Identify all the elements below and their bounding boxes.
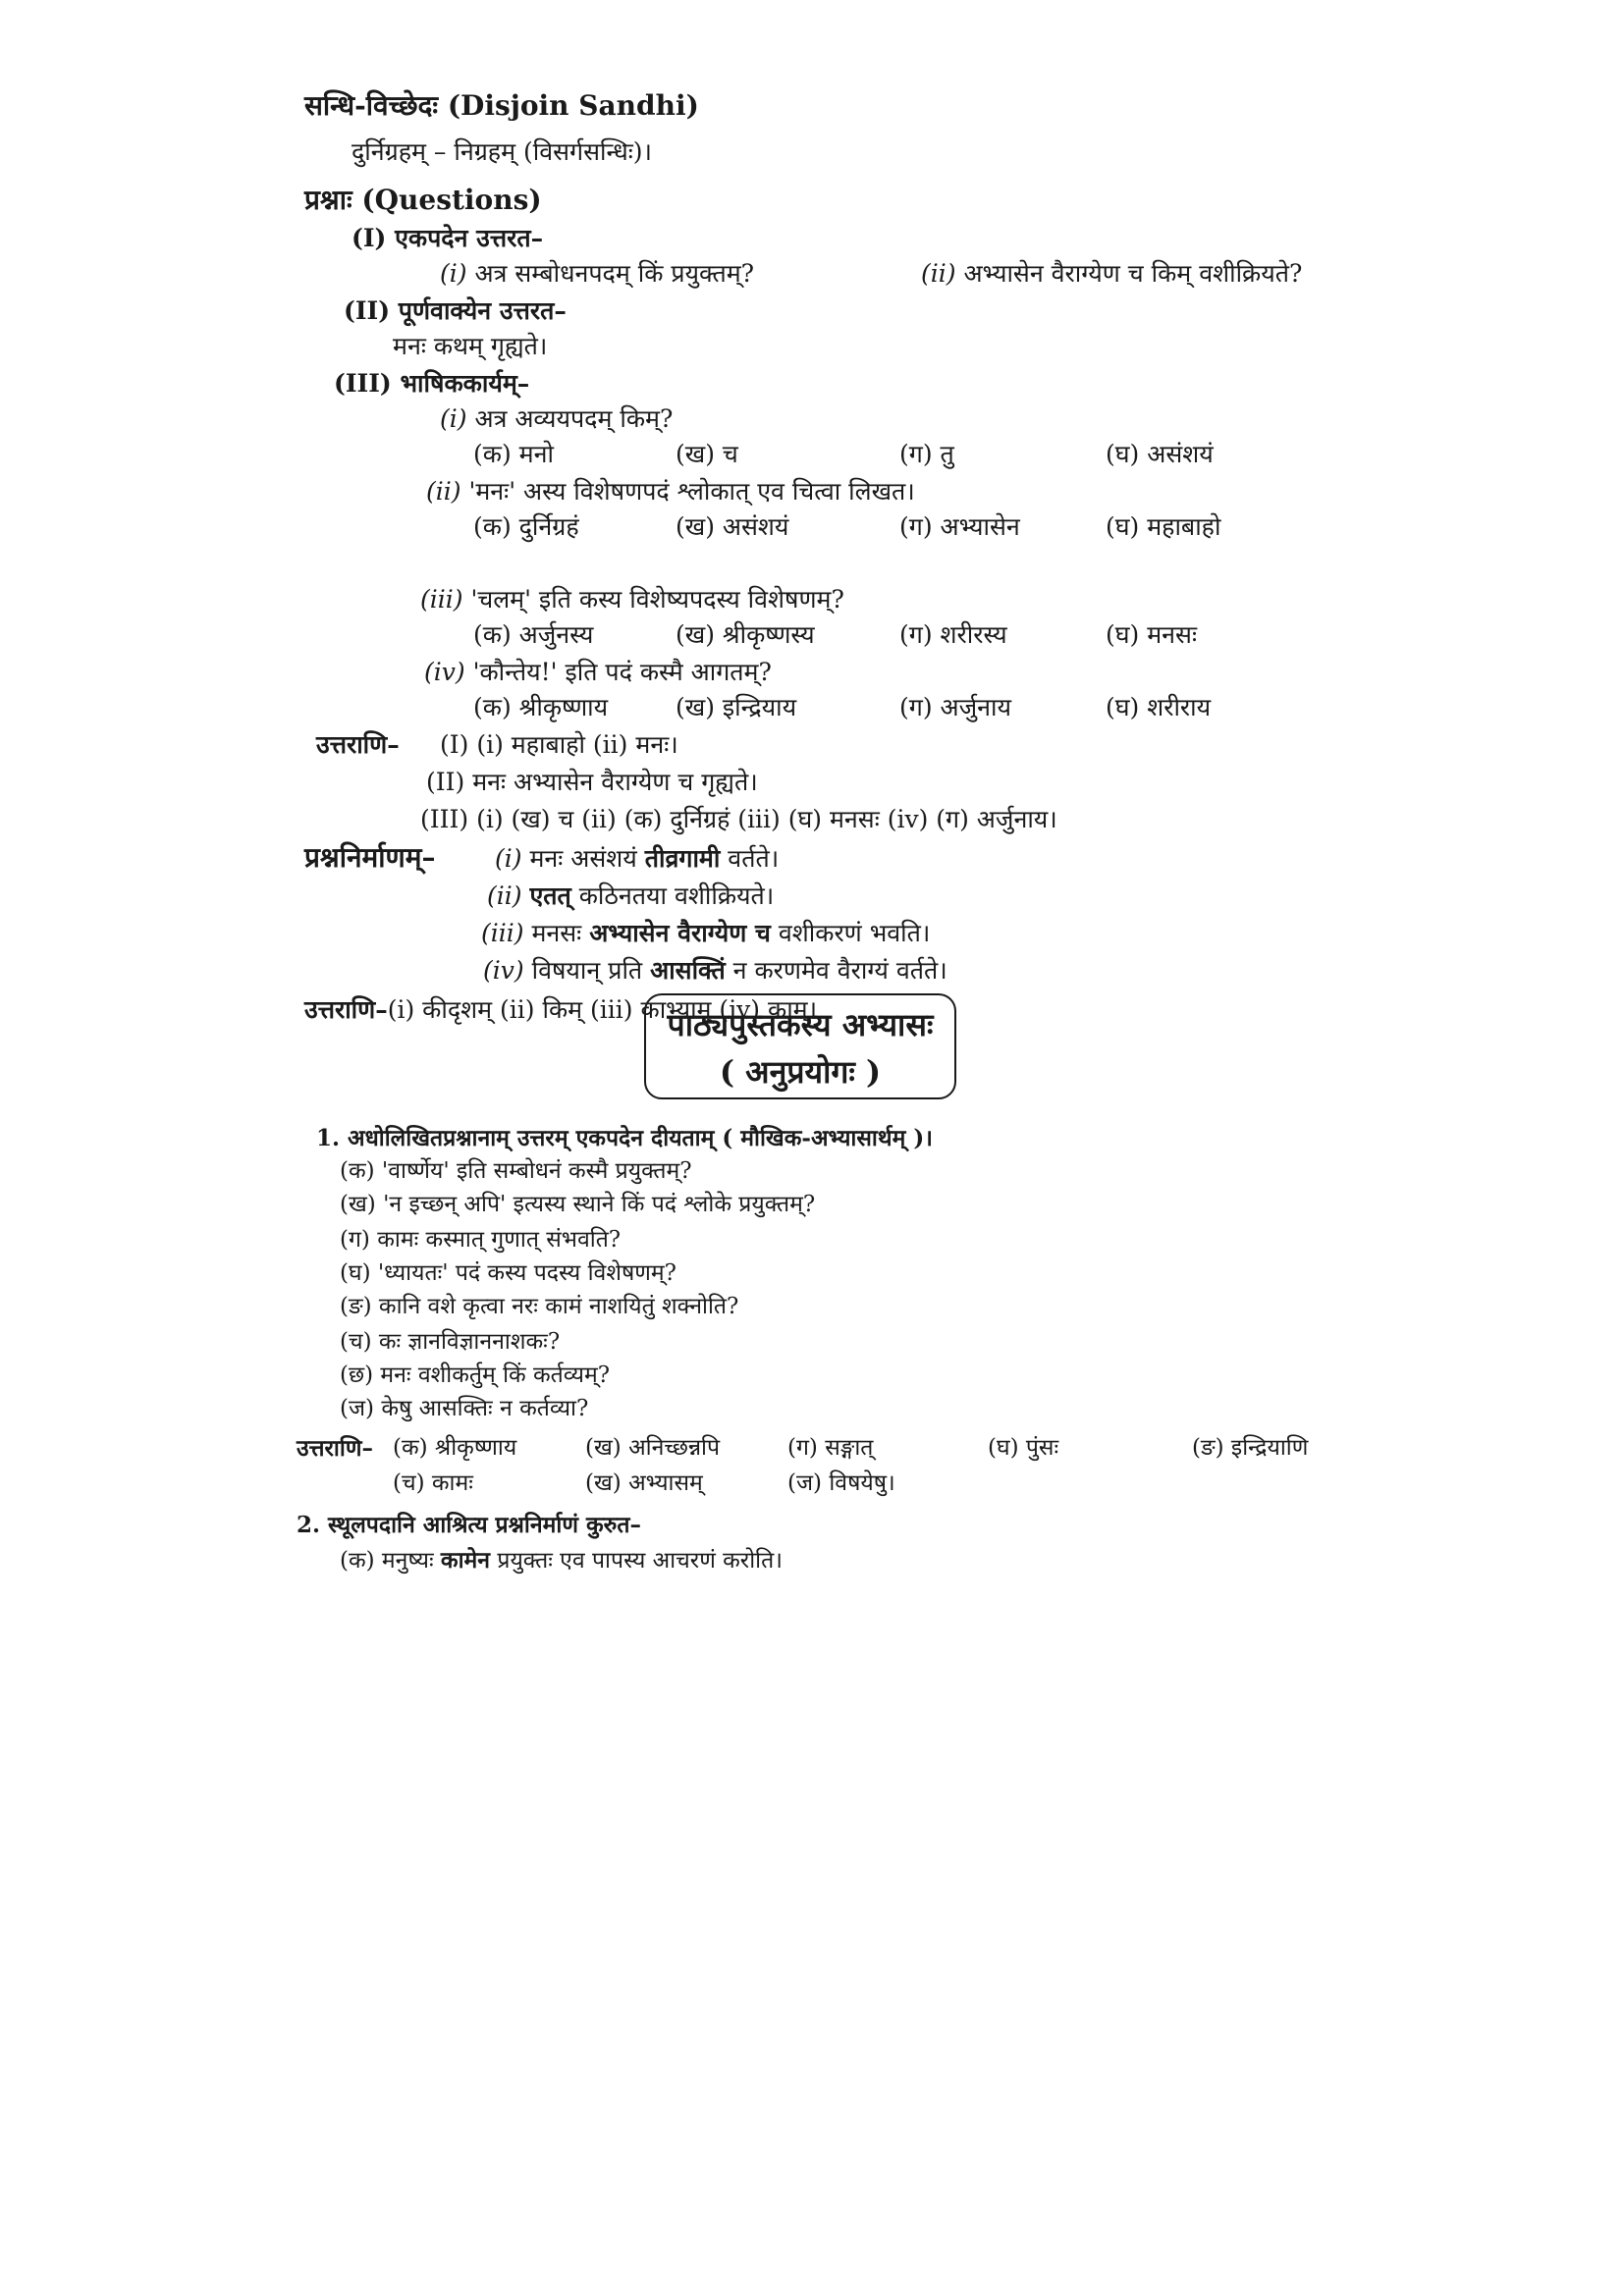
exercise-1-item: (च) कः ज्ञानविज्ञाननाशकः?: [340, 1329, 561, 1355]
exercise-1-title: 1. अधोलिखितप्रश्नानाम् उत्तरम् एकपदेन दीयताम् ( मौखिक-अभ्यासार्थम् )।: [316, 1125, 933, 1151]
exercise-1-answers-label: उत्तराणि–: [297, 1435, 373, 1462]
exercise-1-answer: (ख) अभ्यासम्: [585, 1470, 703, 1496]
section-1-q1: (i) अत्र सम्बोधनपदम् किं प्रयुक्तम्?: [440, 259, 755, 288]
mcq-4-question: (iv) 'कौन्तेय!' इति पदं कस्मै आगतम्?: [424, 658, 772, 686]
answers-line-2: (II) मनः अभ्यासेन वैराग्येण च गृह्यते।: [426, 768, 758, 796]
exercise-1-answer: (क) श्रीकृष्णाय: [393, 1435, 517, 1461]
mcq-3-option-d: (घ) मनसः: [1106, 620, 1198, 649]
exercise-1-answer: (ख) अनिच्छन्नपि: [585, 1435, 721, 1461]
qmaking-item-3: (iii) मनसः अभ्यासेन वैराग्येण च वशीकरणं भवति।: [481, 919, 931, 947]
exercise-2-title: 2. स्थूलपदानि आश्रित्य प्रश्ननिर्माणं कुरुत–: [297, 1512, 641, 1538]
mcq-4-option-d: (घ) शरीराय: [1106, 693, 1212, 721]
section-1-q2: (ii) अभ्यासेन वैराग्येण च किम् वशीक्रियते?: [921, 259, 1303, 288]
exercise-1-item: (छ) मनः वशीकर्तुम् किं कर्तव्यम्?: [340, 1362, 611, 1388]
mcq-1-option-a: (क) मनो: [473, 440, 554, 468]
mcq-3-option-b: (ख) श्रीकृष्णस्य: [676, 620, 815, 649]
section-1-title: (I) एकपदेन उत्तरत–: [352, 224, 544, 252]
exercise-1-item: (क) 'वार्ष्णेय' इति सम्बोधनं कस्मै प्रयुक्तम्?: [340, 1158, 692, 1184]
mcq-2-question: (ii) 'मनः' अस्य विशेषणपदं श्लोकात् एव चित्वा लिखत।: [426, 477, 915, 506]
mcq-2-option-d: (घ) महाबाहो: [1106, 512, 1221, 541]
qmaking-item-2: (ii) एतत् कठिनतया वशीक्रियते।: [487, 881, 775, 910]
mcq-1-option-c: (ग) तु: [899, 440, 954, 468]
box-title: पाठ्यपुस्तकस्य अभ्यासः: [667, 1006, 934, 1043]
sandhi-heading: सन्धि-विच्छेदः (Disjoin Sandhi): [304, 89, 699, 122]
section-2-title: (II) पूर्णवाक्येन उत्तरत–: [344, 296, 567, 325]
answers-line-1: (I) (i) महाबाहो (ii) मनः।: [440, 730, 678, 759]
exercise-1-answer: (ग) सङ्गात्: [787, 1435, 874, 1461]
section-2-question: मनः कथम् गृह्यते।: [393, 332, 548, 360]
question-making-label: प्रश्ननिर्माणम्–: [304, 841, 436, 874]
exercise-1-answer: (च) कामः: [393, 1470, 473, 1496]
qmaking-item-1: (i) मनः असंशयं तीव्रगामी वर्तते।: [495, 844, 780, 873]
exercise-1-answer: (ज) विषयेषु।: [787, 1470, 895, 1496]
exercise-2-item-1: (क) मनुष्यः कामेन प्रयुक्तः एव पापस्य आचरणं करोति।: [340, 1547, 783, 1574]
exercise-1-answer: (ङ) इन्द्रियाणि: [1192, 1435, 1309, 1461]
mcq-4-option-b: (ख) इन्द्रियाय: [676, 693, 797, 721]
mcq-4-option-c: (ग) अर्जुनाय: [899, 693, 1012, 721]
exercise-1-item: (ङ) कानि वशे कृत्वा नरः कामं नाशयितुं शक्नोति?: [340, 1294, 739, 1319]
exercise-1-item: (ख) 'न इच्छन् अपि' इत्यस्य स्थाने किं पदं श्लोके प्रयुक्तम्?: [340, 1192, 816, 1217]
exercise-1-item: (ग) कामः कस्मात् गुणात् संभवति?: [340, 1227, 622, 1253]
qmaking-item-4: (iv) विषयान् प्रति आसक्तिं न करणमेव वैराग्यं वर्तते।: [483, 956, 947, 985]
qmaking-answers: उत्तराणि–(i) कीदृशम् (ii) किम् (iii) काभ्याम् (iv) काम्।: [304, 995, 818, 1024]
textbook-exercise-heading-box: [644, 993, 956, 1099]
mcq-4-option-a: (क) श्रीकृष्णाय: [473, 693, 609, 721]
mcq-2-option-c: (ग) अभ्यासेन: [899, 512, 1020, 541]
mcq-3-option-c: (ग) शरीरस्य: [899, 620, 1007, 649]
exercise-1-item: (ज) केषु आसक्तिः न कर्तव्या?: [340, 1396, 589, 1421]
mcq-3-option-a: (क) अर्जुनस्य: [473, 620, 594, 649]
section-3-title: (III) भाषिककार्यम्–: [334, 369, 530, 398]
mcq-2-option-b: (ख) असंशयं: [676, 512, 789, 541]
sandhi-line: दुर्निग्रहम् – निग्रहम् (विसर्गसन्धिः)।: [352, 137, 653, 166]
mcq-2-option-a: (क) दुर्निग्रहं: [473, 512, 579, 541]
answers-line-3: (III) (i) (ख) च (ii) (क) दुर्निग्रहं (iii) (घ) मनसः (iv) (ग) अर्जुनाय।: [420, 805, 1057, 833]
mcq-3-question: (iii) 'चलम्' इति कस्य विशेष्यपदस्य विशेषणम्?: [420, 585, 844, 614]
mcq-1-option-b: (ख) च: [676, 440, 738, 468]
exercise-1-answer: (घ) पुंसः: [988, 1435, 1059, 1461]
mcq-1-question: (i) अत्र अव्ययपदम् किम्?: [440, 404, 674, 433]
answers-label: उत्तराणि–: [316, 730, 400, 759]
questions-heading: प्रश्नाः (Questions): [304, 184, 542, 216]
exercise-1-item: (घ) 'ध्यायतः' पदं कस्य पदस्य विशेषणम्?: [340, 1260, 676, 1286]
box-subtitle: ( अनुप्रयोगः ): [719, 1053, 882, 1091]
mcq-1-option-d: (घ) असंशयं: [1106, 440, 1214, 468]
